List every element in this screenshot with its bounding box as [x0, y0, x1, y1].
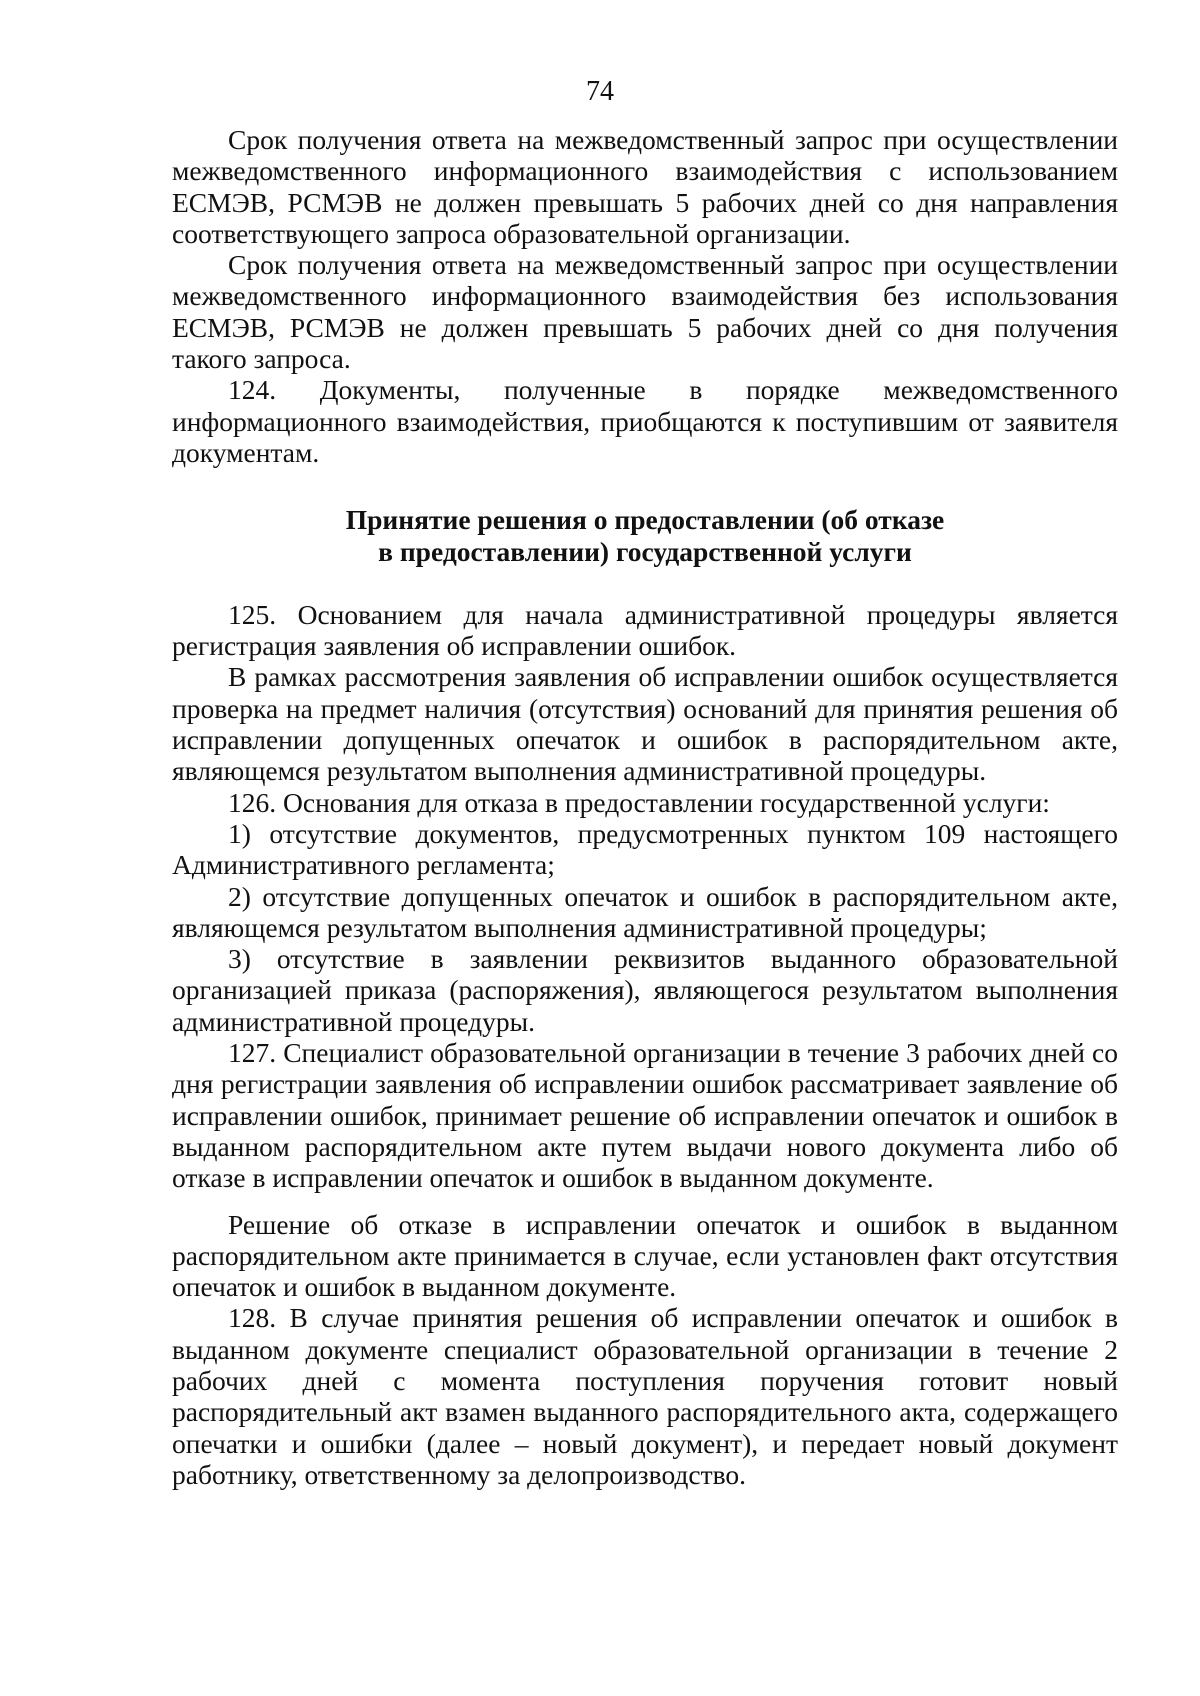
paragraph-review-scope: В рамках рассмотрения заявления об исправлении ошибок осуществляется проверка на предмет наличия (отсутствия) оснований для принятия решения об исправлении допущенных опечаток и ошибок в распорядительном акте, являющемся результатом выполнения административной процедуры. [172, 661, 1118, 787]
section-heading [172, 504, 1118, 567]
paragraph-response-term-with-esmev: Срок получения ответа на межведомственный запрос при осуществлении межведомственного информационного взаимодействия с использованием ЕСМЭВ, РСМЭВ не должен превышать 5 рабочих дней со дня направления соответствующего запроса образовательной организации. [172, 124, 1118, 249]
page-number: 74 [586, 76, 614, 107]
document-body [172, 124, 1118, 1490]
section-heading-line-2: в предоставлении) государственной услуги [378, 535, 912, 567]
paragraph-126: 126. Основания для отказа в предоставлении государственной услуги: [228, 786, 1050, 818]
paragraph-124: 124. Документы, полученные в порядке межведомственного информационного взаимодействия, приобщаются к поступившим от заявителя документам. [172, 374, 1118, 468]
paragraph-125: 125. Основанием для начала административной процедуры является регистрация заявления об исправлении ошибок. [172, 598, 1118, 662]
paragraph-128: 128. В случае принятия решения об исправлении опечаток и ошибок в выданном документе специалист образовательной организации в течение 2 рабочих дней с момента поступления поручения готовит новый распорядительный акт взамен выданного распорядительного акта, содержащего опечатки и ошибки (далее – новый документ), и передает новый документ работнику, ответственному за делопроизводство. [172, 1302, 1118, 1490]
paragraph-response-term-without-esmev: Срок получения ответа на межведомственный запрос при осуществлении межведомственного информационного взаимодействия без использования ЕСМЭВ, РСМЭВ не должен превышать 5 рабочих дней со дня получения такого запроса. [172, 249, 1118, 375]
paragraph-127: 127. Специалист образовательной организации в течение 3 рабочих дней со дня регистрации заявления об исправлении ошибок рассматривает заявление об исправлении ошибок, принимает решение об исправлении опечаток и ошибок в выданном распорядительном акте путем выдачи нового документа либо об отказе в исправлении опечаток и ошибок в выданном документе. [172, 1037, 1118, 1194]
paragraph-refusal-decision: Решение об отказе в исправлении опечаток и ошибок в выданном распорядительном акте принимается в случае, если установлен факт отсутствия опечаток и ошибок в выданном документе. [172, 1208, 1118, 1303]
list-item-refusal-1: 1) отсутствие документов, предусмотренных пунктом 109 настоящего Административного регламента; [172, 817, 1118, 881]
section-heading-line-1: Принятие решения о предоставлении (об отказе [345, 504, 945, 536]
list-item-refusal-3: 3) отсутствие в заявлении реквизитов выданного образовательной организацией приказа (распоряжения), являющегося результатом выполнения административной процедуры. [172, 943, 1118, 1037]
list-item-refusal-2: 2) отсутствие допущенных опечаток и ошибок в распорядительном акте, являющемся результатом выполнения административной процедуры; [172, 880, 1118, 943]
